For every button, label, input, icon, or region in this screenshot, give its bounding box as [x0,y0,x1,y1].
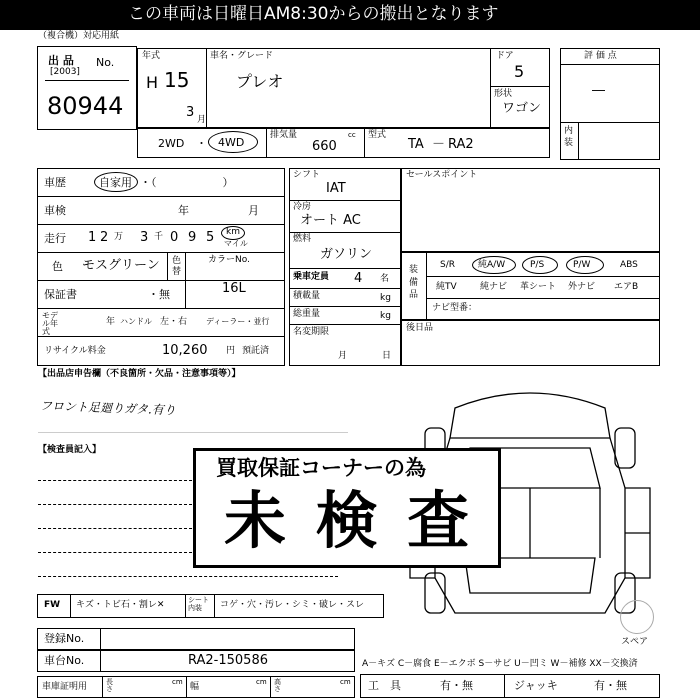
inspection-month: 月 [248,204,259,217]
type-model: RA2 [448,137,474,152]
mileage-d3: 3 [140,230,149,245]
equip-navi: 純ナビ [480,282,508,292]
inspection-label: 車検 [44,204,66,217]
color-label: 色 [52,260,63,273]
chassis-label: 車台No. [44,654,85,667]
gross-label: 総重量 [293,309,321,319]
mileage-km: km [226,227,240,237]
mileage-label: 走行 [44,232,66,245]
cert-height: 高さ [274,678,281,693]
equip-sheet: 革シート [520,282,557,292]
year-label: 年式 [142,51,161,61]
damage-legend: A－キズ C－腐食 E－エクボ S－サビ U－凹ミ W－補修 XX－交換済 [362,659,638,669]
inspector-label: 【検査員記入】 [38,445,102,455]
recycle-unit: 円 [226,346,236,356]
lot-no-label: No. [96,56,115,69]
mileage-d4: 0 [170,230,179,245]
mileage-d1: 1 [88,230,97,245]
disp-value: 660 [312,139,337,154]
shift-value: IAT [326,181,346,196]
fuel-label: 燃料 [293,234,312,244]
equip-ps: P/S [530,260,545,270]
chassis-value: RA2-150586 [188,653,268,668]
color-code-label: カラーNo. [208,255,250,265]
capacity-unit: 名 [380,274,390,284]
name-change-label: 名変期限 [293,327,330,337]
year-era: H [146,73,159,92]
disp-label: 排気量 [270,130,298,140]
gross-unit: kg [380,311,391,321]
lot-label: 出 品 [48,54,74,67]
year-month-unit: 月 [197,115,207,125]
tools-label: 工 具 [368,679,401,692]
shift-label: シフト [293,170,321,180]
model-year-dealer: ディーラー・並行 [206,317,270,326]
equipment-label: 装備品 [409,265,419,301]
sales-point-label: セールスポイント [406,170,478,180]
lot-number: 80944 [47,92,124,120]
equip-abs: ABS [620,260,638,270]
equip-ext-navi: 外ナビ [568,282,596,292]
recycle-label: リサイクル料金 [44,346,106,356]
history-owner: 自家用 [99,176,132,189]
mileage-sen: 千 [154,232,164,242]
model-year-label: モデル年式 [42,311,58,336]
warranty-value: ・無 [148,288,170,301]
capacity-value: 4 [354,271,363,286]
equip-airbag: エアB [614,282,639,292]
fw-label: FW [44,600,61,610]
inspection-year: 年 [178,204,189,217]
drive-4wd: 4WD [218,136,245,149]
tools-value: 有・無 [440,679,473,692]
interior-label: 内装 [564,126,574,148]
model-year-year: 年 [106,317,116,327]
year-value: 15 [164,68,190,92]
color-value: モスグリーン [82,258,160,273]
drive-2wd: 2WD [158,137,185,150]
car-name-label: 車名・グレード [210,51,274,61]
car-name: プレオ [236,72,284,91]
equip-navi-type: ナビ型番： [432,303,478,313]
doors-value: 5 [514,62,525,81]
model-year-handle: ハンドル [120,317,152,326]
jack-label: ジャッキ [514,679,558,692]
name-change-day: 日 [382,351,392,361]
shape-value: ワゴン [502,101,542,116]
jack-value: 有・無 [594,679,627,692]
cert-height-cm: cm [340,678,351,686]
load-unit: kg [380,293,391,303]
cert-width-cm: cm [256,678,267,686]
capacity-label: 乗車定員 [293,272,330,282]
ac-value: オート AC [300,213,361,228]
doors-label: ドア [496,51,514,61]
equip-sr: S/R [440,260,455,270]
history-paren: ・（ ） [140,176,234,189]
report-label: 【出品店申告欄（不良箇所・欠品・注意事項等）】 [38,369,241,379]
cert-width: 幅 [190,682,200,692]
stamp-line2: 未 検 査 [224,484,474,557]
equip-aw: 純A/W [478,260,506,270]
name-change-month: 月 [338,351,348,361]
color-change: 色替 [172,256,182,277]
report-handwriting: フロント足廻りガタ.有り [39,398,177,418]
banner-text: この車両は日曜日AM8:30からの搬出となります [128,4,499,24]
history-label: 車歴 [44,176,66,189]
form-note: （複合機）対応用紙 [38,31,120,41]
ac-label: 冷房 [293,202,312,212]
fuel-value: ガソリン [320,247,373,262]
spare-label: スペア [621,637,649,647]
mileage-mile: マイル [224,239,248,248]
retrofit-box [401,320,660,366]
model-year-lr: 左・右 [160,317,188,327]
cert-length: 長さ [106,678,113,693]
top-banner [0,0,700,30]
fw-text: キズ・トビ石・割レ✕ [76,600,165,610]
type-label: 型式 [368,130,387,140]
year-month: 3 [186,105,195,120]
lot-year-code: [2003] [50,67,80,77]
equip-tv: 純TV [436,282,457,292]
mileage-d5: 9 [188,230,197,245]
type-prefix: TA [408,137,424,152]
retrofit-label: 後日品 [406,323,434,333]
shape-label: 形状 [494,89,513,99]
equip-pw: P/W [573,260,591,270]
cert-length-cm: cm [172,678,183,686]
rating-label: 評 価 点 [584,51,617,61]
mileage-d2: 2 [100,230,109,245]
recycle-note: 預託済 [242,346,270,356]
certificate-label: 車庫証明用 [42,682,88,692]
disp-cc: cc [348,131,356,139]
mileage-man: 万 [114,232,124,242]
stamp-line1: 買取保証コーナーの為 [216,456,426,480]
fw-sheet-text: コゲ・穴・汚レ・シミ・破レ・スレ [220,600,365,610]
warranty-label: 保証書 [44,288,77,301]
sales-point-box [401,168,660,252]
registration-row [37,628,355,650]
registration-label: 登録No. [44,632,85,645]
rating-value: ― [592,83,605,98]
load-label: 積載量 [293,291,321,301]
recycle-value: 10,260 [162,343,208,358]
fw-sheet-label: シート内装 [188,596,209,612]
mileage-d6: 5 [206,230,215,245]
color-code: 16L [222,281,246,296]
spare-circle [620,600,654,634]
